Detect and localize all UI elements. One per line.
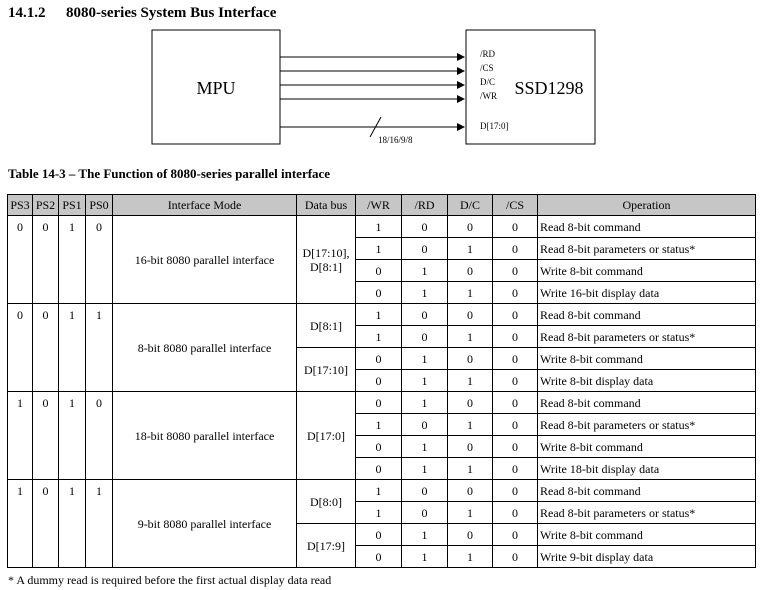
cs-cell: 0	[493, 436, 538, 458]
cs-cell: 0	[493, 458, 538, 480]
wr-cell: 1	[356, 326, 402, 348]
rd-cell: 1	[402, 260, 448, 282]
dc-cell: 0	[448, 524, 493, 546]
dc-cell: 0	[448, 260, 493, 282]
ps2-cell: 0	[33, 304, 59, 392]
interface-mode-cell: 8-bit 8080 parallel interface	[113, 304, 297, 392]
table-body	[8, 216, 756, 568]
rd-cell: 1	[402, 436, 448, 458]
header-operation: Operation	[538, 195, 756, 216]
wr-cell: 0	[356, 524, 402, 546]
bus-interface-diagram	[0, 0, 764, 160]
cs-signal-label: /CS	[480, 63, 494, 73]
data-bus-cell: D[17:10]	[297, 348, 356, 392]
operation-cell: Write 8-bit command	[538, 524, 756, 546]
operation-cell: Write 16-bit display data	[538, 282, 756, 304]
ps3-cell: 1	[8, 392, 33, 480]
cs-cell: 0	[493, 370, 538, 392]
rd-cell: 0	[402, 502, 448, 524]
rd-cell: 1	[402, 458, 448, 480]
operation-cell: Write 9-bit display data	[538, 546, 756, 568]
cs-cell: 0	[493, 326, 538, 348]
rd-cell: 1	[402, 392, 448, 414]
wr-signal-label: /WR	[480, 91, 497, 101]
header-cs: /CS	[493, 195, 538, 216]
rd-cell: 0	[402, 480, 448, 502]
header-ps1: PS1	[59, 195, 86, 216]
header-wr: /WR	[356, 195, 402, 216]
operation-cell: Read 8-bit command	[538, 392, 756, 414]
rd-cell: 0	[402, 304, 448, 326]
table-caption: Table 14-3 – The Function of 8080-series parallel interface	[8, 166, 331, 181]
cs-cell: 0	[493, 260, 538, 282]
wr-cell: 0	[356, 458, 402, 480]
ps0-cell: 0	[86, 216, 113, 304]
wr-cell: 0	[356, 546, 402, 568]
operation-cell: Read 8-bit parameters or status*	[538, 238, 756, 260]
operation-cell: Read 8-bit parameters or status*	[538, 326, 756, 348]
cs-cell: 0	[493, 392, 538, 414]
wr-cell: 1	[356, 480, 402, 502]
footnote: * A dummy read is required before the first actual display data read	[8, 573, 332, 587]
mpu-label: MPU	[196, 78, 236, 98]
section-number: 14.1.2	[8, 5, 46, 21]
ps3-cell: 0	[8, 304, 33, 392]
interface-mode-cell: 18-bit 8080 parallel interface	[113, 392, 297, 480]
ps0-cell: 0	[86, 392, 113, 480]
rd-cell: 1	[402, 546, 448, 568]
dc-cell: 1	[448, 282, 493, 304]
ps0-cell: 1	[86, 304, 113, 392]
cs-cell: 0	[493, 480, 538, 502]
table-header-row	[8, 195, 756, 216]
dc-cell: 1	[448, 546, 493, 568]
data-bus-cell: D[8:0]	[297, 480, 356, 524]
dc-cell: 0	[448, 216, 493, 238]
header-data-bus: Data bus	[297, 195, 356, 216]
interface-mode-cell: 9-bit 8080 parallel interface	[113, 480, 297, 568]
table-row	[8, 216, 756, 238]
wr-cell: 0	[356, 260, 402, 282]
operation-cell: Write 8-bit command	[538, 348, 756, 370]
wr-cell: 0	[356, 370, 402, 392]
cs-cell: 0	[493, 282, 538, 304]
header-ps2: PS2	[33, 195, 59, 216]
cs-cell: 0	[493, 216, 538, 238]
ps1-cell: 1	[59, 392, 86, 480]
cs-cell: 0	[493, 502, 538, 524]
ssd1298-label: SSD1298	[514, 78, 584, 98]
header-rd: /RD	[402, 195, 448, 216]
ps3-cell: 0	[8, 216, 33, 304]
dc-cell: 0	[448, 392, 493, 414]
cs-cell: 0	[493, 304, 538, 326]
data-bus-cell: D[8:1]	[297, 304, 356, 348]
data-bus-cell: D[17:9]	[297, 524, 356, 568]
rd-cell: 1	[402, 348, 448, 370]
operation-cell: Write 8-bit command	[538, 436, 756, 458]
data-bus-cell: D[17:0]	[297, 392, 356, 480]
rd-cell: 1	[402, 370, 448, 392]
wr-cell: 0	[356, 282, 402, 304]
cs-cell: 0	[493, 414, 538, 436]
ps1-cell: 1	[59, 216, 86, 304]
operation-cell: Write 8-bit display data	[538, 370, 756, 392]
section-title: 8080-series System Bus Interface	[66, 5, 277, 21]
operation-cell: Read 8-bit command	[538, 480, 756, 502]
ps1-cell: 1	[59, 304, 86, 392]
ps0-cell: 1	[86, 480, 113, 568]
wr-cell: 0	[356, 348, 402, 370]
dc-signal-label: D/C	[480, 77, 496, 87]
dc-cell: 0	[448, 304, 493, 326]
interface-function-table	[7, 194, 756, 568]
operation-cell: Write 8-bit command	[538, 260, 756, 282]
interface-mode-cell: 16-bit 8080 parallel interface	[113, 216, 297, 304]
dc-cell: 1	[448, 414, 493, 436]
cs-cell: 0	[493, 546, 538, 568]
ps2-cell: 0	[33, 392, 59, 480]
table-row	[8, 392, 756, 414]
operation-cell: Read 8-bit command	[538, 216, 756, 238]
cs-cell: 0	[493, 524, 538, 546]
operation-cell: Read 8-bit command	[538, 304, 756, 326]
rd-cell: 0	[402, 326, 448, 348]
rd-cell: 0	[402, 238, 448, 260]
header-interface-mode: Interface Mode	[113, 195, 297, 216]
cs-cell: 0	[493, 348, 538, 370]
table-row	[8, 480, 756, 502]
rd-cell: 0	[402, 414, 448, 436]
ps3-cell: 1	[8, 480, 33, 568]
wr-cell: 1	[356, 238, 402, 260]
wr-cell: 1	[356, 414, 402, 436]
rd-cell: 1	[402, 524, 448, 546]
ps2-cell: 0	[33, 216, 59, 304]
operation-cell: Write 18-bit display data	[538, 458, 756, 480]
dc-cell: 1	[448, 370, 493, 392]
operation-cell: Read 8-bit parameters or status*	[538, 502, 756, 524]
rd-cell: 1	[402, 282, 448, 304]
header-ps0: PS0	[86, 195, 113, 216]
rd-cell: 0	[402, 216, 448, 238]
wr-cell: 0	[356, 436, 402, 458]
ps2-cell: 0	[33, 480, 59, 568]
wr-cell: 1	[356, 304, 402, 326]
dc-cell: 1	[448, 326, 493, 348]
rd-signal-label: /RD	[480, 49, 496, 59]
dc-cell: 1	[448, 502, 493, 524]
header-ps3: PS3	[8, 195, 33, 216]
wr-cell: 1	[356, 216, 402, 238]
cs-cell: 0	[493, 238, 538, 260]
ps1-cell: 1	[59, 480, 86, 568]
data-bus-cell: D[17:10], D[8:1]	[297, 216, 356, 304]
wr-cell: 1	[356, 502, 402, 524]
dc-cell: 0	[448, 480, 493, 502]
dc-cell: 1	[448, 458, 493, 480]
bus-width-label: 18/16/9/8	[378, 135, 413, 145]
table-row	[8, 304, 756, 326]
data-signal-label: D[17:0]	[480, 121, 509, 131]
dc-cell: 0	[448, 348, 493, 370]
dc-cell: 0	[448, 436, 493, 458]
wr-cell: 0	[356, 392, 402, 414]
header-dc: D/C	[448, 195, 493, 216]
operation-cell: Read 8-bit parameters or status*	[538, 414, 756, 436]
dc-cell: 1	[448, 238, 493, 260]
